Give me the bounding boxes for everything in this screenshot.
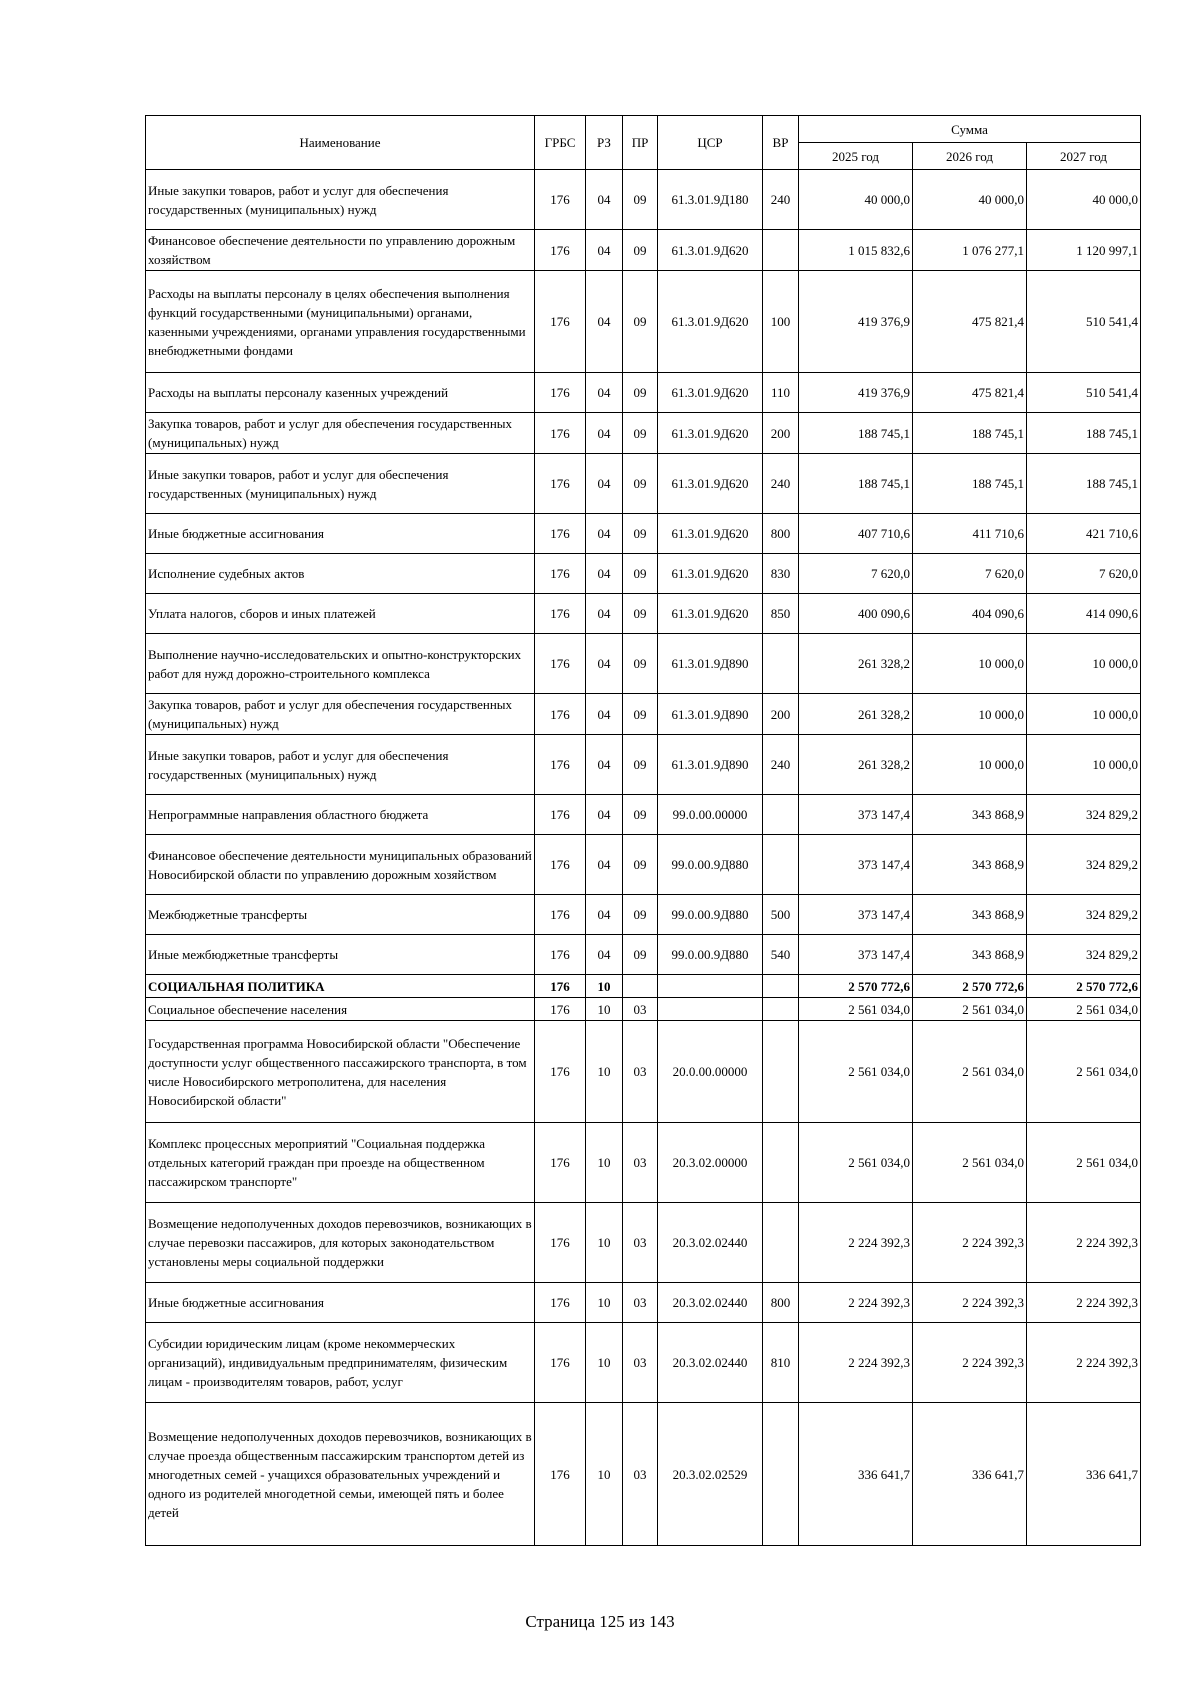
cell-csr (658, 975, 763, 998)
cell-2025: 188 745,1 (799, 413, 913, 454)
table-row (146, 998, 1141, 1021)
cell-pr: 09 (623, 554, 658, 594)
cell-2026: 336 641,7 (913, 1403, 1027, 1546)
cell-2026: 2 224 392,3 (913, 1283, 1027, 1323)
cell-2026: 475 821,4 (913, 271, 1027, 373)
cell-2026: 2 224 392,3 (913, 1203, 1027, 1283)
cell-pr: 09 (623, 735, 658, 795)
table-row (146, 230, 1141, 271)
cell-pr: 03 (623, 1323, 658, 1403)
cell-pr: 09 (623, 373, 658, 413)
cell-2026: 1 076 277,1 (913, 230, 1027, 271)
cell-vr: 200 (763, 413, 799, 454)
cell-csr: 61.3.01.9Д890 (658, 634, 763, 694)
cell-2027: 2 561 034,0 (1027, 1123, 1141, 1203)
table-row (146, 895, 1141, 935)
cell-csr: 99.0.00.9Д880 (658, 935, 763, 975)
cell-grbs: 176 (535, 835, 586, 895)
cell-2025: 373 147,4 (799, 935, 913, 975)
cell-grbs: 176 (535, 413, 586, 454)
cell-name: Расходы на выплаты персоналу казенных учреждений (146, 373, 535, 413)
cell-2027: 324 829,2 (1027, 835, 1141, 895)
cell-csr: 61.3.01.9Д620 (658, 454, 763, 514)
cell-name: Государственная программа Новосибирской области "Обеспечение доступности услуг общественного пассажирского транспорта, в том числе Новосибирского метрополитена, для населения Новосибирской области" (146, 1021, 535, 1123)
cell-2027: 2 570 772,6 (1027, 975, 1141, 998)
cell-2027: 7 620,0 (1027, 554, 1141, 594)
cell-grbs: 176 (535, 514, 586, 554)
cell-rz: 04 (586, 554, 623, 594)
cell-csr: 20.3.02.02440 (658, 1323, 763, 1403)
table-row (146, 975, 1141, 998)
cell-2025: 7 620,0 (799, 554, 913, 594)
cell-name: Возмещение недополученных доходов перевозчиков, возникающих в случае перевозки пассажиров, для которых законодательством установлены меры социальной поддержки (146, 1203, 535, 1283)
cell-2026: 10 000,0 (913, 694, 1027, 735)
cell-pr: 09 (623, 230, 658, 271)
cell-2026: 10 000,0 (913, 634, 1027, 694)
cell-vr (763, 1123, 799, 1203)
table-row (146, 795, 1141, 835)
cell-rz: 04 (586, 935, 623, 975)
cell-csr: 61.3.01.9Д890 (658, 694, 763, 735)
table-row (146, 413, 1141, 454)
cell-name: Социальное обеспечение населения (146, 998, 535, 1021)
cell-grbs: 176 (535, 1323, 586, 1403)
cell-rz: 04 (586, 413, 623, 454)
cell-grbs: 176 (535, 634, 586, 694)
table-row (146, 1403, 1141, 1546)
cell-grbs: 176 (535, 170, 586, 230)
cell-pr: 03 (623, 1123, 658, 1203)
cell-csr: 99.0.00.9Д880 (658, 835, 763, 895)
cell-grbs: 176 (535, 373, 586, 413)
cell-grbs: 176 (535, 554, 586, 594)
cell-csr: 20.3.02.02440 (658, 1203, 763, 1283)
cell-grbs: 176 (535, 1283, 586, 1323)
cell-vr (763, 230, 799, 271)
cell-grbs: 176 (535, 1403, 586, 1546)
cell-2026: 404 090,6 (913, 594, 1027, 634)
table-row (146, 271, 1141, 373)
cell-2027: 2 224 392,3 (1027, 1283, 1141, 1323)
cell-csr: 99.0.00.9Д880 (658, 895, 763, 935)
cell-grbs: 176 (535, 735, 586, 795)
cell-csr: 99.0.00.00000 (658, 795, 763, 835)
cell-rz: 04 (586, 170, 623, 230)
table-row (146, 554, 1141, 594)
cell-2026: 411 710,6 (913, 514, 1027, 554)
cell-vr: 800 (763, 514, 799, 554)
cell-2027: 2 561 034,0 (1027, 998, 1141, 1021)
cell-grbs: 176 (535, 998, 586, 1021)
cell-2026: 2 561 034,0 (913, 1123, 1027, 1203)
cell-2025: 2 224 392,3 (799, 1283, 913, 1323)
cell-grbs: 176 (535, 1203, 586, 1283)
cell-pr: 09 (623, 594, 658, 634)
table-row (146, 373, 1141, 413)
cell-2026: 343 868,9 (913, 835, 1027, 895)
cell-csr: 61.3.01.9Д620 (658, 413, 763, 454)
cell-name: Межбюджетные трансферты (146, 895, 535, 935)
cell-vr: 200 (763, 694, 799, 735)
table-row (146, 1323, 1141, 1403)
cell-vr (763, 835, 799, 895)
cell-2025: 40 000,0 (799, 170, 913, 230)
cell-csr: 61.3.01.9Д890 (658, 735, 763, 795)
cell-2025: 261 328,2 (799, 735, 913, 795)
cell-2027: 324 829,2 (1027, 935, 1141, 975)
cell-2026: 343 868,9 (913, 895, 1027, 935)
cell-2027: 188 745,1 (1027, 413, 1141, 454)
header-sum: Сумма (799, 116, 1141, 143)
cell-rz: 04 (586, 230, 623, 271)
page-number: Страница 125 из 143 (525, 1612, 675, 1631)
cell-pr: 09 (623, 514, 658, 554)
cell-2026: 188 745,1 (913, 454, 1027, 514)
cell-2026: 10 000,0 (913, 735, 1027, 795)
cell-name: Непрограммные направления областного бюджета (146, 795, 535, 835)
cell-2027: 414 090,6 (1027, 594, 1141, 634)
cell-vr (763, 975, 799, 998)
cell-name: Иные закупки товаров, работ и услуг для обеспечения государственных (муниципальных) нужд (146, 454, 535, 514)
cell-pr (623, 975, 658, 998)
cell-2027: 2 561 034,0 (1027, 1021, 1141, 1123)
cell-rz: 04 (586, 594, 623, 634)
header-rz: РЗ (586, 116, 623, 170)
table-row (146, 1283, 1141, 1323)
cell-2025: 373 147,4 (799, 895, 913, 935)
table-row (146, 634, 1141, 694)
cell-pr: 09 (623, 835, 658, 895)
cell-rz: 04 (586, 373, 623, 413)
cell-pr: 03 (623, 1403, 658, 1546)
cell-2026: 2 561 034,0 (913, 998, 1027, 1021)
cell-rz: 04 (586, 514, 623, 554)
table-row (146, 594, 1141, 634)
cell-csr: 61.3.01.9Д620 (658, 594, 763, 634)
cell-pr: 09 (623, 935, 658, 975)
cell-2026: 343 868,9 (913, 795, 1027, 835)
cell-2025: 373 147,4 (799, 835, 913, 895)
cell-2027: 10 000,0 (1027, 694, 1141, 735)
cell-2025: 373 147,4 (799, 795, 913, 835)
cell-pr: 03 (623, 998, 658, 1021)
cell-2027: 2 224 392,3 (1027, 1203, 1141, 1283)
cell-pr: 09 (623, 413, 658, 454)
table-row (146, 694, 1141, 735)
cell-pr: 09 (623, 795, 658, 835)
cell-name: Иные бюджетные ассигнования (146, 1283, 535, 1323)
table-row (146, 1021, 1141, 1123)
cell-pr: 03 (623, 1283, 658, 1323)
cell-pr: 09 (623, 634, 658, 694)
cell-name: Исполнение судебных актов (146, 554, 535, 594)
cell-vr (763, 795, 799, 835)
cell-name: Финансовое обеспечение деятельности по управлению дорожным хозяйством (146, 230, 535, 271)
cell-pr: 09 (623, 895, 658, 935)
cell-vr: 810 (763, 1323, 799, 1403)
cell-2025: 188 745,1 (799, 454, 913, 514)
header-year-2025: 2025 год (799, 143, 913, 170)
cell-2025: 261 328,2 (799, 694, 913, 735)
cell-rz: 10 (586, 1203, 623, 1283)
cell-name: Иные бюджетные ассигнования (146, 514, 535, 554)
cell-2027: 510 541,4 (1027, 373, 1141, 413)
cell-csr: 61.3.01.9Д620 (658, 271, 763, 373)
cell-rz: 10 (586, 1283, 623, 1323)
cell-vr (763, 1021, 799, 1123)
table-row (146, 1203, 1141, 1283)
cell-2027: 336 641,7 (1027, 1403, 1141, 1546)
cell-grbs: 176 (535, 230, 586, 271)
cell-pr: 09 (623, 271, 658, 373)
cell-vr: 100 (763, 271, 799, 373)
cell-2027: 324 829,2 (1027, 795, 1141, 835)
cell-grbs: 176 (535, 1123, 586, 1203)
cell-csr: 61.3.01.9Д620 (658, 373, 763, 413)
cell-vr: 240 (763, 735, 799, 795)
budget-table (145, 115, 1141, 1546)
cell-2027: 324 829,2 (1027, 895, 1141, 935)
header-vr: ВР (763, 116, 799, 170)
cell-csr: 61.3.01.9Д180 (658, 170, 763, 230)
cell-pr: 09 (623, 694, 658, 735)
cell-name: Закупка товаров, работ и услуг для обеспечения государственных (муниципальных) нужд (146, 694, 535, 735)
cell-name: Субсидии юридическим лицам (кроме некоммерческих организаций), индивидуальным предпринимателям, физическим лицам - производителям товаров, работ, услуг (146, 1323, 535, 1403)
cell-2025: 261 328,2 (799, 634, 913, 694)
cell-vr: 240 (763, 454, 799, 514)
cell-vr: 850 (763, 594, 799, 634)
cell-grbs: 176 (535, 271, 586, 373)
cell-rz: 10 (586, 1123, 623, 1203)
cell-2025: 2 224 392,3 (799, 1323, 913, 1403)
cell-2026: 188 745,1 (913, 413, 1027, 454)
cell-rz: 04 (586, 795, 623, 835)
cell-pr: 09 (623, 170, 658, 230)
cell-2026: 40 000,0 (913, 170, 1027, 230)
cell-vr: 240 (763, 170, 799, 230)
table-row (146, 170, 1141, 230)
cell-csr: 61.3.01.9Д620 (658, 514, 763, 554)
header-year-2026: 2026 год (913, 143, 1027, 170)
header-year-2027: 2027 год (1027, 143, 1141, 170)
cell-2025: 2 570 772,6 (799, 975, 913, 998)
cell-2027: 2 224 392,3 (1027, 1323, 1141, 1403)
cell-2027: 1 120 997,1 (1027, 230, 1141, 271)
cell-rz: 04 (586, 634, 623, 694)
cell-rz: 04 (586, 271, 623, 373)
cell-vr (763, 1403, 799, 1546)
cell-2027: 188 745,1 (1027, 454, 1141, 514)
cell-grbs: 176 (535, 935, 586, 975)
cell-grbs: 176 (535, 795, 586, 835)
cell-name: Иные закупки товаров, работ и услуг для обеспечения государственных (муниципальных) нужд (146, 735, 535, 795)
table-row (146, 835, 1141, 895)
cell-vr (763, 998, 799, 1021)
cell-pr: 03 (623, 1203, 658, 1283)
cell-grbs: 176 (535, 895, 586, 935)
cell-vr: 830 (763, 554, 799, 594)
cell-name: Иные закупки товаров, работ и услуг для обеспечения государственных (муниципальных) нужд (146, 170, 535, 230)
cell-csr: 20.3.02.00000 (658, 1123, 763, 1203)
cell-rz: 04 (586, 895, 623, 935)
cell-2026: 475 821,4 (913, 373, 1027, 413)
cell-vr: 500 (763, 895, 799, 935)
header-csr: ЦСР (658, 116, 763, 170)
cell-rz: 10 (586, 1323, 623, 1403)
cell-name: Комплекс процессных мероприятий "Социальная поддержка отдельных категорий граждан при проезде на общественном пассажирском транспорте" (146, 1123, 535, 1203)
cell-name: Расходы на выплаты персоналу в целях обеспечения выполнения функций государственными (муниципальными) органами, казенными учреждениями, органами управления государственными внебюджетными фондами (146, 271, 535, 373)
header-pr: ПР (623, 116, 658, 170)
cell-grbs: 176 (535, 975, 586, 998)
cell-2025: 419 376,9 (799, 271, 913, 373)
cell-grbs: 176 (535, 1021, 586, 1123)
cell-vr: 540 (763, 935, 799, 975)
cell-csr: 20.3.02.02529 (658, 1403, 763, 1546)
table-row (146, 735, 1141, 795)
cell-2025: 1 015 832,6 (799, 230, 913, 271)
cell-name: Выполнение научно-исследовательских и опытно-конструкторских работ для нужд дорожно-строительного комплекса (146, 634, 535, 694)
cell-2025: 407 710,6 (799, 514, 913, 554)
cell-2027: 40 000,0 (1027, 170, 1141, 230)
cell-2025: 2 561 034,0 (799, 998, 913, 1021)
cell-vr: 800 (763, 1283, 799, 1323)
cell-rz: 04 (586, 454, 623, 514)
cell-2026: 2 570 772,6 (913, 975, 1027, 998)
cell-csr: 20.0.00.00000 (658, 1021, 763, 1123)
cell-csr: 20.3.02.02440 (658, 1283, 763, 1323)
cell-csr: 61.3.01.9Д620 (658, 230, 763, 271)
table-row (146, 514, 1141, 554)
cell-grbs: 176 (535, 594, 586, 634)
cell-rz: 10 (586, 1403, 623, 1546)
cell-name: Уплата налогов, сборов и иных платежей (146, 594, 535, 634)
cell-rz: 10 (586, 1021, 623, 1123)
cell-2026: 2 561 034,0 (913, 1021, 1027, 1123)
cell-name: Возмещение недополученных доходов перевозчиков, возникающих в случае проезда общественным пассажирским транспортом детей из многодетных семей - учащихся образовательных учреждений и одного из родителей многодетной семьи, имеющей пять и более детей (146, 1403, 535, 1546)
cell-vr: 110 (763, 373, 799, 413)
table-row (146, 935, 1141, 975)
cell-2026: 7 620,0 (913, 554, 1027, 594)
cell-2025: 419 376,9 (799, 373, 913, 413)
cell-2027: 10 000,0 (1027, 634, 1141, 694)
cell-vr (763, 1203, 799, 1283)
cell-name: Закупка товаров, работ и услуг для обеспечения государственных (муниципальных) нужд (146, 413, 535, 454)
cell-2027: 10 000,0 (1027, 735, 1141, 795)
cell-pr: 09 (623, 454, 658, 514)
cell-2027: 421 710,6 (1027, 514, 1141, 554)
cell-2025: 336 641,7 (799, 1403, 913, 1546)
cell-rz: 04 (586, 735, 623, 795)
cell-vr (763, 634, 799, 694)
cell-2025: 2 561 034,0 (799, 1021, 913, 1123)
cell-grbs: 176 (535, 694, 586, 735)
cell-2025: 2 561 034,0 (799, 1123, 913, 1203)
cell-name: Финансовое обеспечение деятельности муниципальных образований Новосибирской области по управлению дорожным хозяйством (146, 835, 535, 895)
cell-rz: 10 (586, 998, 623, 1021)
cell-rz: 04 (586, 835, 623, 895)
table-body (146, 170, 1141, 1546)
cell-pr: 03 (623, 1021, 658, 1123)
cell-csr: 61.3.01.9Д620 (658, 554, 763, 594)
cell-rz: 10 (586, 975, 623, 998)
cell-csr (658, 998, 763, 1021)
cell-rz: 04 (586, 694, 623, 735)
cell-name: СОЦИАЛЬНАЯ ПОЛИТИКА (146, 975, 535, 998)
header-name: Наименование (146, 116, 535, 170)
table-row (146, 1123, 1141, 1203)
header-grbs: ГРБС (535, 116, 586, 170)
cell-2025: 400 090,6 (799, 594, 913, 634)
cell-grbs: 176 (535, 454, 586, 514)
cell-2027: 510 541,4 (1027, 271, 1141, 373)
cell-2026: 2 224 392,3 (913, 1323, 1027, 1403)
cell-name: Иные межбюджетные трансферты (146, 935, 535, 975)
table-row (146, 454, 1141, 514)
cell-2026: 343 868,9 (913, 935, 1027, 975)
cell-2025: 2 224 392,3 (799, 1203, 913, 1283)
